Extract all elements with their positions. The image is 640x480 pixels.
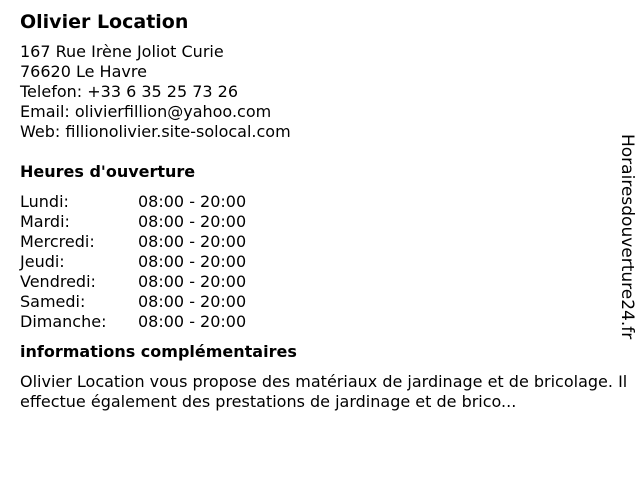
- address-line-1: 167 Rue Irène Joliot Curie: [20, 42, 224, 61]
- day-label: Lundi:: [20, 192, 69, 211]
- time-range: 08:00 - 20:00: [138, 292, 247, 311]
- business-name: Olivier Location: [20, 11, 189, 33]
- day-label: Vendredi:: [20, 272, 96, 291]
- time-range: 08:00 - 20:00: [138, 212, 247, 231]
- phone-text: Telefon: +33 6 35 25 73 26: [20, 82, 239, 101]
- business-description: Olivier Location vous propose des matériaux de jardinage et de bricolage. Il effectue également des prestations de jardinage et de brico...: [20, 372, 628, 411]
- hours-row-tuesday: [20, 212, 630, 232]
- hours-row-friday: [20, 272, 630, 292]
- day-label: Jeudi:: [20, 252, 65, 271]
- additional-info-heading: informations complémentaires: [20, 342, 297, 361]
- address-line-2: 76620 Le Havre: [20, 62, 147, 81]
- opening-hours-list: [20, 192, 630, 332]
- hours-row-monday: [20, 192, 630, 212]
- hours-row-sunday: [20, 312, 630, 332]
- opening-hours-heading: Heures d'ouverture: [20, 162, 196, 181]
- time-range: 08:00 - 20:00: [138, 252, 247, 271]
- email-text: Email: olivierfillion@yahoo.com: [20, 102, 272, 121]
- day-label: Samedi:: [20, 292, 86, 311]
- time-range: 08:00 - 20:00: [138, 312, 247, 331]
- time-range: 08:00 - 20:00: [138, 232, 247, 251]
- web-text: Web: fillionolivier.site-solocal.com: [20, 122, 291, 141]
- day-label: Mardi:: [20, 212, 70, 231]
- business-card: [20, 10, 630, 412]
- hours-row-saturday: [20, 292, 630, 312]
- day-label: Dimanche:: [20, 312, 107, 331]
- time-range: 08:00 - 20:00: [138, 192, 247, 211]
- hours-row-thursday: [20, 252, 630, 272]
- time-range: 08:00 - 20:00: [138, 272, 247, 291]
- site-watermark: Horairesdouverture24.fr: [617, 134, 637, 340]
- hours-row-wednesday: [20, 232, 630, 252]
- day-label: Mercredi:: [20, 232, 95, 251]
